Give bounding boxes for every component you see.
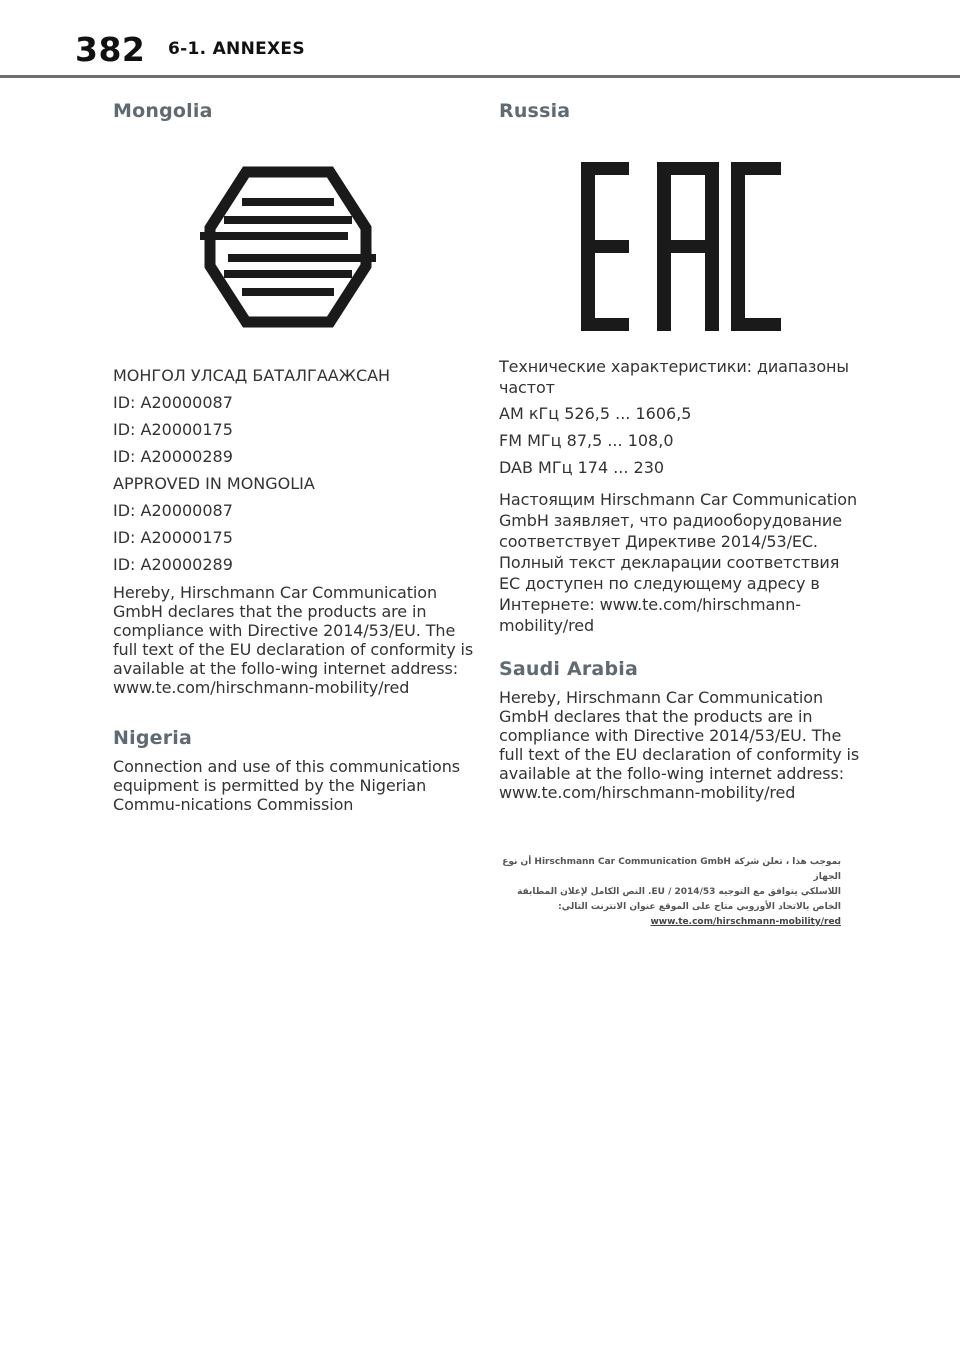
arabic-line: بموجب هذا ، تعلن شركة Hirschmann Car Communication GmbH أن نوع الجهاز (502, 857, 841, 882)
russia-heading: Russia (499, 100, 571, 122)
mongolia-heading: Mongolia (113, 100, 213, 122)
eac-conformity-logo (581, 162, 781, 331)
saudi-arabia-declaration: Hereby, Hirschmann Car Communication GmbH declares that the products are in compliance with Directive 2014/53/EU. The full text of the EU declaration of conformity is available at the follo-wing internet address: www.te.com/hirschmann-mobility/red (499, 688, 860, 802)
left-column (113, 90, 479, 814)
russia-band: FM МГц 87,5 ... 108,0 (499, 431, 674, 450)
russia-band: DAB МГц 174 ... 230 (499, 458, 665, 477)
mongolia-id: ID: A20000289 (113, 555, 233, 574)
section-title: 6-1. ANNEXES (168, 39, 305, 59)
mongolia-id: ID: A20000289 (113, 447, 233, 466)
russia-tech-spec-heading: Технические характеристики: диапазоны частот (499, 357, 849, 397)
arabic-declaration-notice (499, 855, 841, 930)
russia-declaration: Настоящим Hirschmann Car Communication GmbH заявляет, что радиооборудование соответствует Директиве 2014/53/ЕС. Полный текст декларации соответствия ЕС доступен по следующему адресу в Интернете: www.te.com/hirschmann-mobility/red (499, 490, 858, 635)
mongolia-declaration: Hereby, Hirschmann Car Communication GmbH declares that the products are in compliance with Directive 2014/53/EU. The full text of the EU declaration of conformity is available at the follo-wing internet address: www.te.com/hirschmann-mobility/red (113, 583, 474, 697)
header-divider (0, 75, 960, 78)
mongolia-certification-logo (198, 162, 378, 332)
mongolia-id: ID: A20000175 (113, 420, 233, 439)
mongolia-id: ID: A20000087 (113, 501, 233, 520)
russia-band: AM кГц 526,5 ... 1606,5 (499, 404, 692, 423)
right-column (499, 90, 865, 802)
mongolia-approved-text: APPROVED IN MONGOLIA (113, 474, 315, 493)
mongolia-id: ID: A20000175 (113, 528, 233, 547)
arabic-line: اللاسلكي يتوافق مع التوجيه 2014/53 / EU. النص الكامل لإعلان المطابقة (517, 887, 841, 897)
nigeria-heading: Nigeria (113, 727, 193, 749)
arabic-line: الخاص بالاتحاد الأوروبي متاح على الموقع عنوان الانترنت التالي: (558, 902, 841, 912)
page-number: 382 (75, 30, 146, 69)
saudi-arabia-heading: Saudi Arabia (499, 658, 638, 680)
mongolia-authority-text: МОНГОЛ УЛСАД БАТАЛГААЖСАН (113, 366, 391, 385)
arabic-notice-url[interactable]: www.te.com/hirschmann-mobility/red (650, 917, 841, 927)
nigeria-text: Connection and use of this communications equipment is permitted by the Nigerian Commu-nications Commission (113, 757, 460, 814)
page-header (0, 0, 960, 80)
mongolia-id: ID: A20000087 (113, 393, 233, 412)
